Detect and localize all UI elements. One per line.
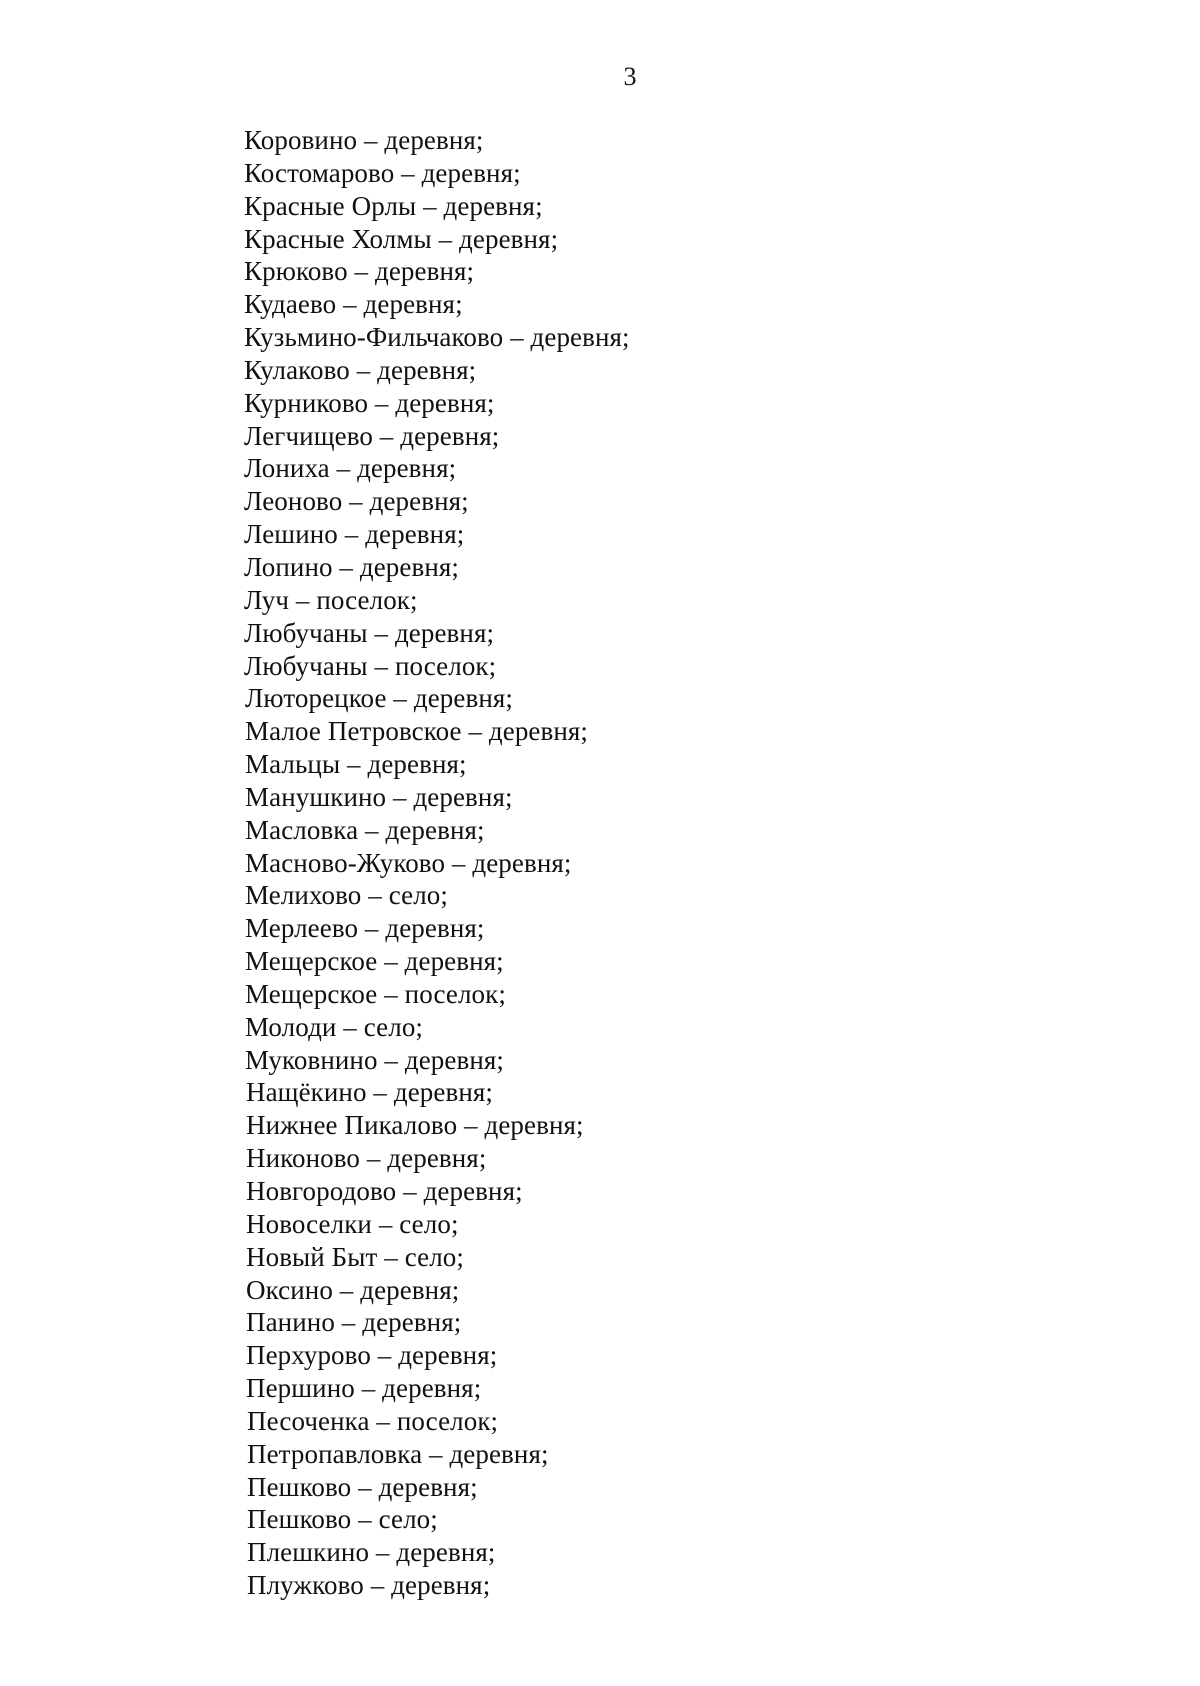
list-item: Крюково – деревня; — [244, 256, 475, 287]
list-item: Луч – поселок; — [244, 584, 418, 615]
list-item: Красные Орлы – деревня; — [244, 190, 543, 221]
list-item: Першино – деревня; — [246, 1373, 482, 1404]
list-item: Малое Петровское – деревня; — [245, 716, 589, 747]
list-item: Плужково – деревня; — [247, 1570, 491, 1601]
list-item: Новгородово – деревня; — [246, 1176, 523, 1206]
list-item: Нащёкино – деревня; — [246, 1077, 493, 1108]
settlement-list — [244, 124, 630, 1602]
list-item: Мещерское – поселок; — [245, 978, 506, 1009]
list-item: Лопино – деревня; — [244, 551, 460, 582]
list-item: Кудаево – деревня; — [244, 289, 463, 320]
list-item: Масново-Жуково – деревня; — [245, 847, 572, 878]
list-item: Легчищево – деревня; — [244, 420, 500, 451]
list-item: Любучаны – деревня; — [244, 617, 495, 648]
list-item: Пешково – деревня; — [247, 1471, 478, 1502]
list-item: Любучаны – поселок; — [244, 650, 497, 681]
list-item: Курниково – деревня; — [244, 387, 495, 418]
list-item: Красные Холмы – деревня; — [244, 223, 559, 254]
list-item: Кузьмино-Фильчаково – деревня; — [244, 322, 630, 353]
list-item: Новоселки – село; — [246, 1208, 459, 1239]
list-item: Люторецкое – деревня; — [245, 683, 513, 714]
list-item: Манушкино – деревня; — [245, 781, 513, 812]
list-item: Перхурово – деревня; — [246, 1340, 498, 1371]
list-item: Лониха – деревня; — [244, 453, 457, 484]
list-item: Леоново – деревня; — [244, 486, 469, 517]
list-item: Панино – деревня; — [246, 1307, 462, 1338]
list-item: Оксино – деревня; — [246, 1274, 460, 1305]
list-item: Пешково – село; — [247, 1504, 438, 1535]
list-item: Мелихово – село; — [245, 880, 448, 911]
list-item: Мерлеево – деревня; — [245, 913, 485, 944]
list-item: Коровино – деревня; — [244, 125, 484, 155]
list-item: Никоново – деревня; — [246, 1143, 487, 1174]
list-item: Мещерское – деревня; — [245, 946, 504, 977]
list-item: Петропавловка – деревня; — [247, 1438, 549, 1469]
list-item: Молоди – село; — [245, 1011, 424, 1042]
list-item: Мальцы – деревня; — [245, 749, 467, 780]
page-number: 3 — [623, 62, 637, 91]
list-item: Лешино – деревня; — [244, 519, 465, 550]
list-item: Песоченка – поселок; — [247, 1405, 499, 1436]
list-item: Кулаково – деревня; — [244, 354, 477, 385]
list-item: Плешкино – деревня; — [247, 1537, 496, 1568]
list-item: Муковнино – деревня; — [245, 1044, 505, 1075]
list-item: Нижнее Пикалово – деревня; — [246, 1110, 584, 1141]
list-item: Масловка – деревня; — [245, 814, 485, 845]
list-item: Костомарово – деревня; — [244, 157, 521, 188]
list-item: Новый Быт – село; — [246, 1241, 465, 1272]
